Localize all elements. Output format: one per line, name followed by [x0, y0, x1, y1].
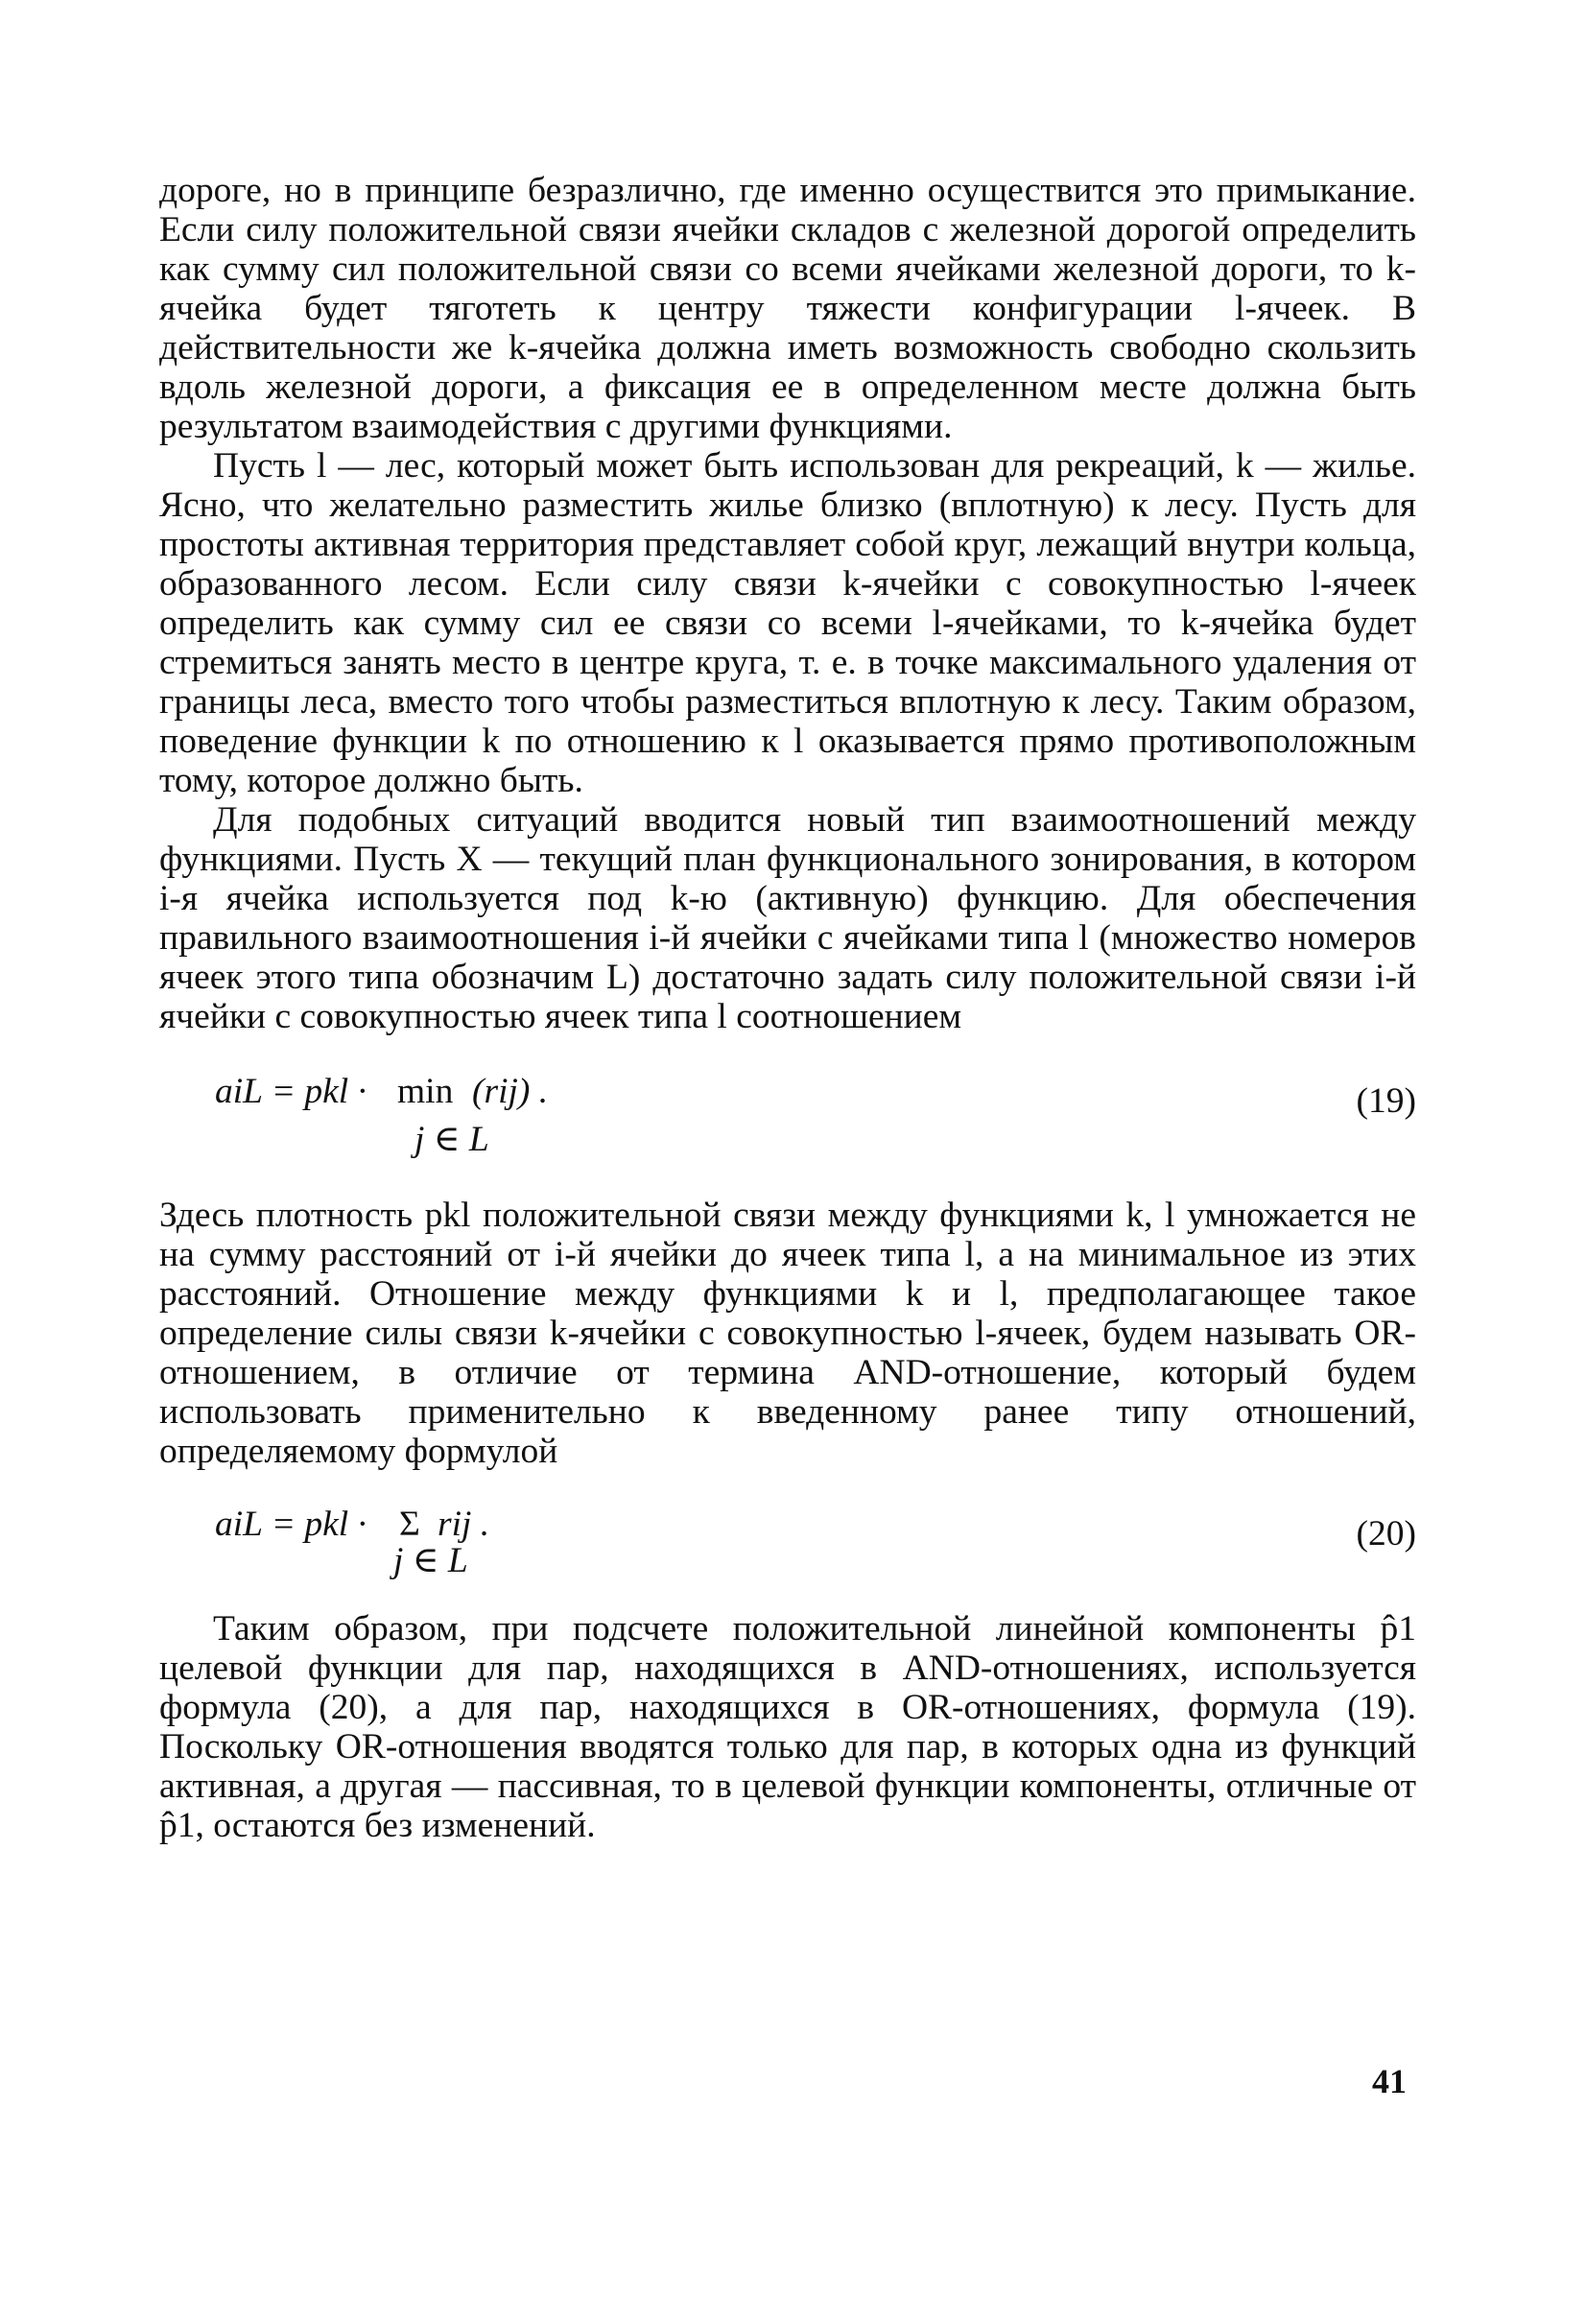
page-body — [159, 171, 1416, 1845]
formula-20-subscript: j ∈ L — [393, 1541, 468, 1580]
paragraph-1: дороге, но в принципе безразлично, где именно осуществится это примыкание. Если силу положительной связи ячейки складов с железной дорогой определить как сумму сил положительной связи со всеми ячейками железной дороги, то k-ячейка будет тяготеть к центру тяжести конфигурации l-ячеек. В действительности же k-ячейка должна иметь возможность свободно скользить вдоль железной дороги, а фиксация ее в определенном месте должна быть результатом взаимодействия с другими функциями. — [159, 171, 1416, 446]
paragraph-5: Таким образом, при подсчете положительной линейной компоненты p̂1 целевой функции для пар, находящихся в AND-отношениях, используется формула (20), а для пар, находящихся в OR-отношениях, формула (19). Поскольку OR-отношения вводятся только для пар, в которых одна из функций активная, а другая — пассивная, то в целевой функции компоненты, отличные от p̂1, остаются без изменений. — [159, 1609, 1416, 1845]
page-number: 41 — [1372, 2062, 1407, 2100]
formula-20-lhs: aiL = pkl · — [215, 1505, 367, 1544]
formula-19-lhs: aiL = pkl · — [215, 1072, 367, 1111]
paragraph-4: Здесь плотность pkl положительной связи между функциями k, l умножается не на сумму расстояний от i-й ячейки до ячеек типа l, а на минимальное из этих расстояний. Отношение между функциями k и l, предполагающее такое определение силы связи k-ячейки с совокупностью l-ячеек, будем называть OR-отношением, в отличие от термина AND-отношение, который будем использовать применительно к введенному ранее типу отношений, определяемому формулой — [159, 1196, 1416, 1471]
formula-20-argument: rij . — [438, 1505, 490, 1544]
formula-20-operator: Σ — [399, 1505, 420, 1544]
formula-19-argument: (rij) . — [472, 1072, 549, 1111]
formula-19 — [159, 1057, 1416, 1173]
formula-19-operator: min — [397, 1072, 454, 1111]
paragraph-2: Пусть l — лес, который может быть использован для рекреаций, k — жилье. Ясно, что желательно разместить жилье близко (вплотную) к лесу. Пусть для простоты активная территория представляет собой круг, лежащий внутри кольца, образованного лесом. Если силу связи k-ячейки с совокупностью l-ячеек определить как сумму сил ее связи со всеми l-ячейками, то k-ячейка будет стремиться занять место в центре круга, т. е. в точке максимального удаления от границы леса, вместо того чтобы разместиться вплотную к лесу. Таким образом, поведение функции k по отношению к l оказывается прямо противоположным тому, которое должно быть. — [159, 446, 1416, 800]
formula-20 — [159, 1490, 1416, 1582]
formula-20-number: (20) — [1356, 1514, 1416, 1553]
formula-19-number: (19) — [1356, 1081, 1416, 1121]
formula-19-subscript: j ∈ L — [414, 1120, 489, 1159]
paragraph-3: Для подобных ситуаций вводится новый тип взаимоотношений между функциями. Пусть X — текущий план функционального зонирования, в котором i-я ячейка используется под k-ю (активную) функцию. Для обеспечения правильного взаимоотношения i-й ячейки с ячейками типа l (множество номеров ячеек этого типа обозначим L) достаточно задать силу положительной связи i-й ячейки с совокупностью ячеек типа l соотношением — [159, 800, 1416, 1036]
